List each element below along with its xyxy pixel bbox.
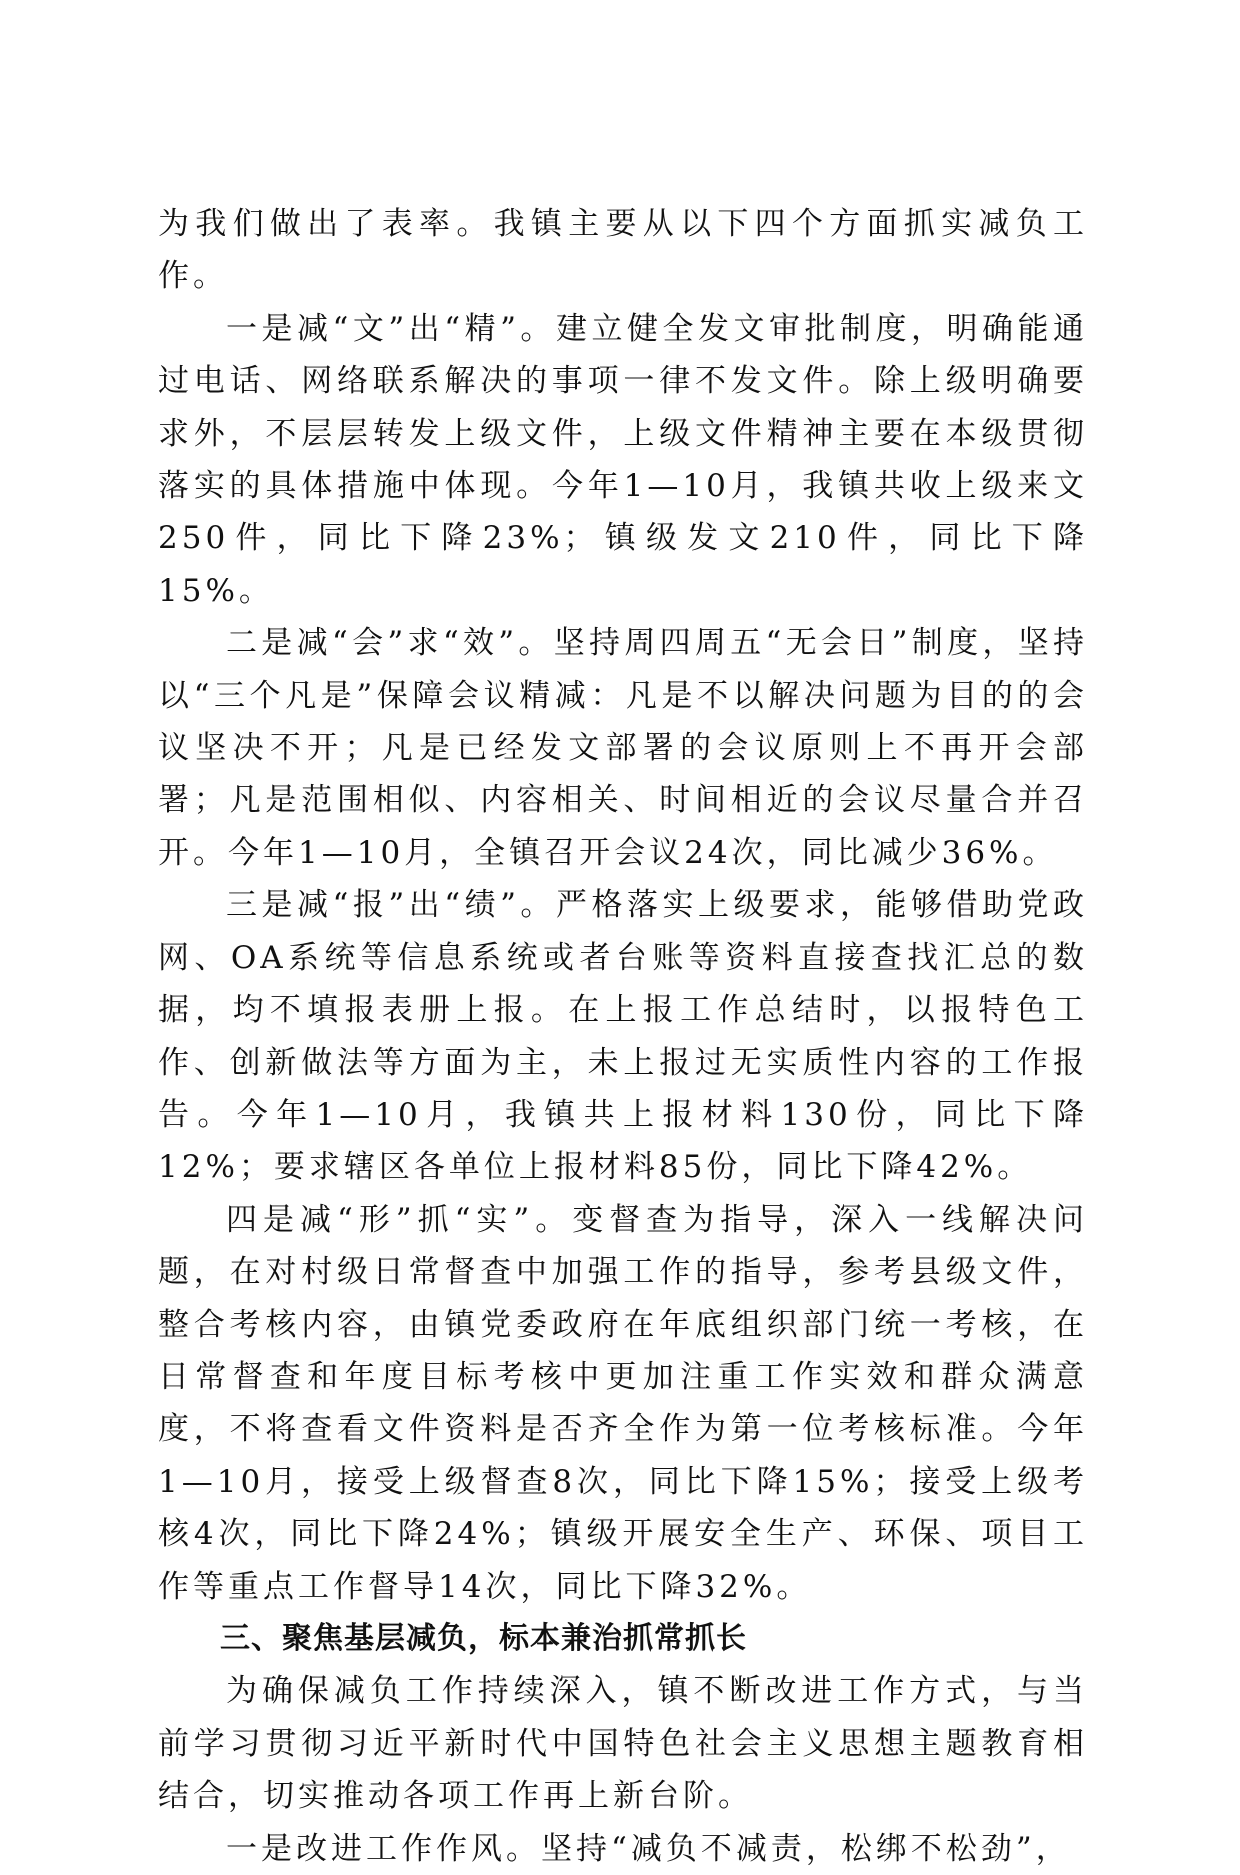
paragraph-section-intro: 为确保减负工作持续深入，镇不断改进工作方式，与当前学习贯彻习近平新时代中国特色社会主义思想主题教育相结合，切实推动各项工作再上新台阶。 [158, 1673, 1088, 1815]
paragraph-reduce-reports: 三是减“报”出“绩”。严格落实上级要求，能够借助党政网、OA系统等信息系统或者台账等资料直接查找汇总的数据，均不填报表册上报。在上报工作总结时，以报特色工作、创新做法等方面为主，未上报过无实质性内容的工作报告。今年1—10月，我镇共上报材料130份，同比下降12%；要求辖区各单位上报材料85份，同比下降42%。 [158, 887, 1088, 1186]
document-body [158, 198, 1088, 1875]
section-heading: 三、聚焦基层减负，标本兼治抓常抓长 [220, 1620, 747, 1656]
paragraph-reduce-meetings: 二是减“会”求“效”。坚持周四周五“无会日”制度，坚持以“三个凡是”保障会议精减：凡是不以解决问题为目的的会议坚决不开；凡是已经发文部署的会议原则上不再开会部署；凡是范围相似、内容相关、时间相近的会议尽量合并召开。今年1—10月，全镇召开会议24次，同比减少36%。 [158, 625, 1088, 871]
paragraph-continuation: 为我们做出了表率。我镇主要从以下四个方面抓实减负工作。 [158, 206, 1088, 295]
paragraph-improve-work-style: 一是改进工作作风。坚持“减负不减责，松绑不松劲”， [226, 1830, 1071, 1867]
paragraph-reduce-formalities: 四是减“形”抓“实”。变督查为指导，深入一线解决问题，在对村级日常督查中加强工作的指导，参考县级文件，整合考核内容，由镇党委政府在年底组织部门统一考核，在日常督查和年度目标考核中更加注重工作实效和群众满意度，不将查看文件资料是否齐全作为第一位考核标准。今年1—10月，接受上级督查8次，同比下降15%；接受上级考核4次，同比下降24%；镇级开展安全生产、环保、项目工作等重点工作督导14次，同比下降32%。 [158, 1201, 1088, 1605]
paragraph-reduce-documents: 一是减“文”出“精”。建立健全发文审批制度，明确能通过电话、网络联系解决的事项一律不发文件。除上级明确要求外，不层层转发上级文件，上级文件精神主要在本级贯彻落实的具体措施中体现。今年1—10月，我镇共收上级来文250件，同比下降23%；镇级发文210件，同比下降15%。 [158, 310, 1088, 609]
